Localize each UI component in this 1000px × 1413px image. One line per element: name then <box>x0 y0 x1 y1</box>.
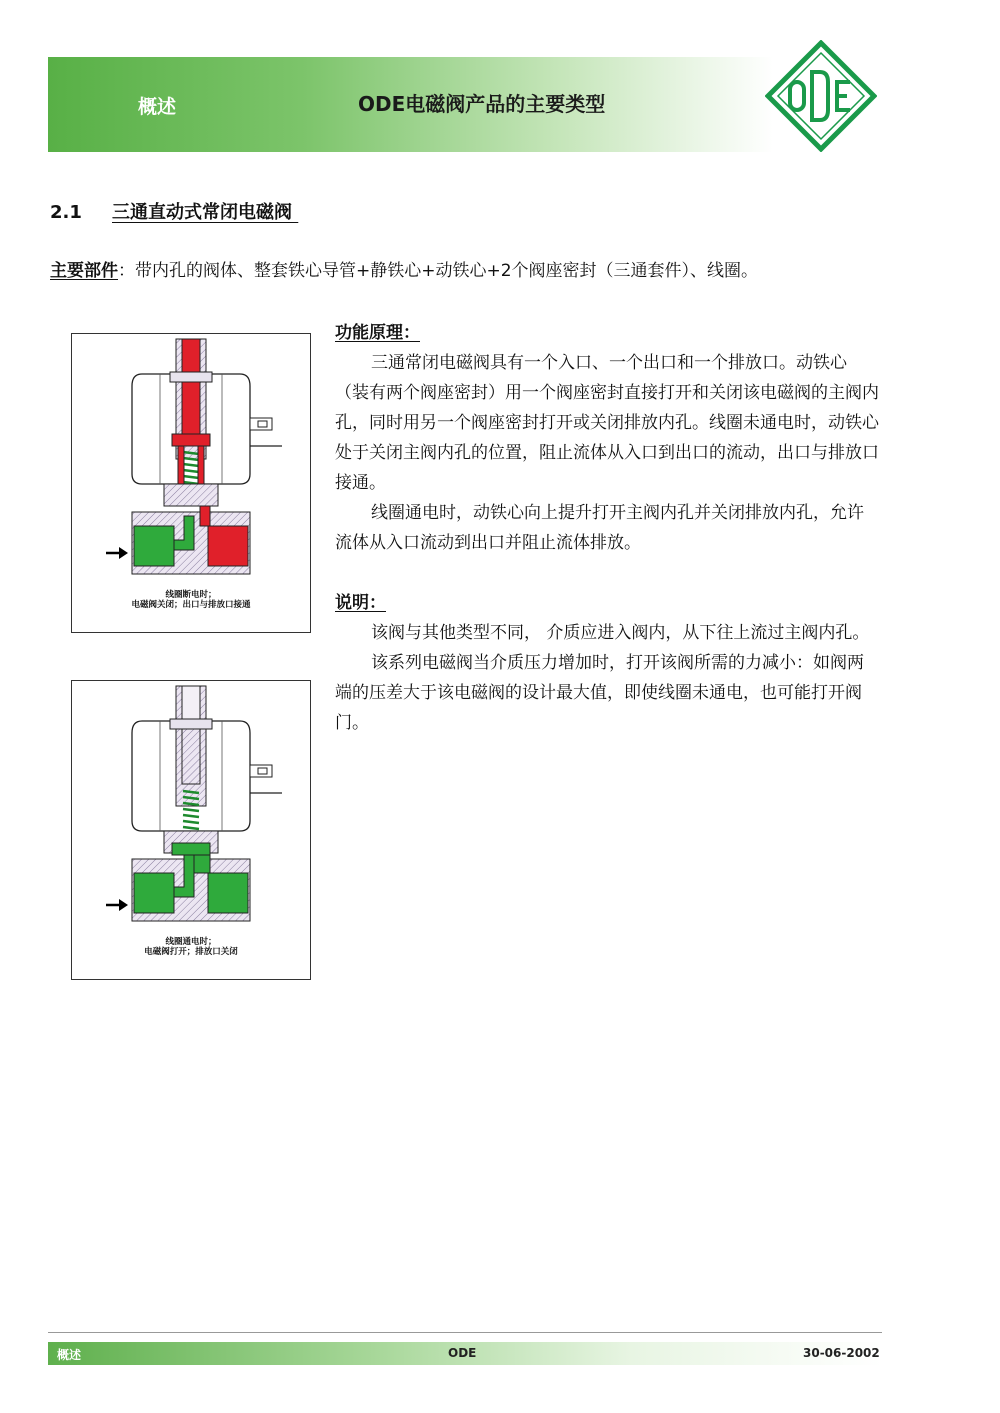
valve-drawing-open <box>72 681 310 979</box>
parts-sep: ： <box>118 261 135 281</box>
figure1-caption-line2: 电磁阀关闭；出口与排放口接通 <box>131 600 251 610</box>
footer-divider <box>48 1332 882 1333</box>
notes-heading: 说明： <box>335 593 386 613</box>
footer-date: 30-06-2002 <box>803 1346 880 1360</box>
parts-text: 带内孔的阀体、整套铁心导管+静铁心+动铁心+2个阀座密封（三通套件）、线圈。 <box>135 261 759 281</box>
valve-figure-energized <box>71 680 311 980</box>
figure2-caption <box>72 937 310 957</box>
main-parts <box>50 256 850 286</box>
principle-paragraph-2: 线圈通电时，动铁心向上提升打开主阀内孔并关闭排放内孔，允许流体从入口流动到出口并阻止流体排放。 <box>335 503 864 553</box>
footer-section-label: 概述 <box>57 1348 82 1362</box>
parts-label: 主要部件 <box>50 261 118 281</box>
ode-logo <box>765 40 877 152</box>
section-number: 2.1 <box>50 202 82 223</box>
principle-heading: 功能原理： <box>335 323 420 343</box>
figure1-caption-line1: 线圈断电时； <box>165 590 217 600</box>
section-heading <box>50 198 298 224</box>
principle-paragraph-1: 三通常闭电磁阀具有一个入口、一个出口和一个排放口。动铁心（装有两个阀座密封）用一个阀座密封直接打开和关闭该电磁阀的主阀内孔，同时用另一个阀座密封打开或关闭排放内孔。线圈未通电时，动铁心处于关闭主阀内孔的位置，阻止流体从入口到出口的流动，出口与排放口接通。 <box>335 353 879 493</box>
figure2-caption-line2: 电磁阀打开；排放口关闭 <box>144 947 238 957</box>
notes-paragraph-2: 该系列电磁阀当介质压力增加时，打开该阀所需的力减小：如阀两端的压差大于该电磁阀的设计最大值，即使线圈未通电，也可能打开阀门。 <box>335 653 864 733</box>
page-title: ODE电磁阀产品的主要类型 <box>358 92 606 116</box>
valve-figure-deenergized <box>71 333 311 633</box>
header-section-label: 概述 <box>138 96 177 118</box>
valve-drawing-closed <box>72 334 310 632</box>
description-column <box>335 318 880 738</box>
figure2-caption-line1: 线圈通电时； <box>165 937 217 947</box>
section-title: 三通直动式常闭电磁阀 <box>112 202 292 223</box>
footer-brand: ODE <box>448 1346 477 1360</box>
notes-paragraph-1: 该阀与其他类型不同， 介质应进入阀内，从下往上流过主阀内孔。 <box>371 623 870 643</box>
figure1-caption <box>72 590 310 610</box>
